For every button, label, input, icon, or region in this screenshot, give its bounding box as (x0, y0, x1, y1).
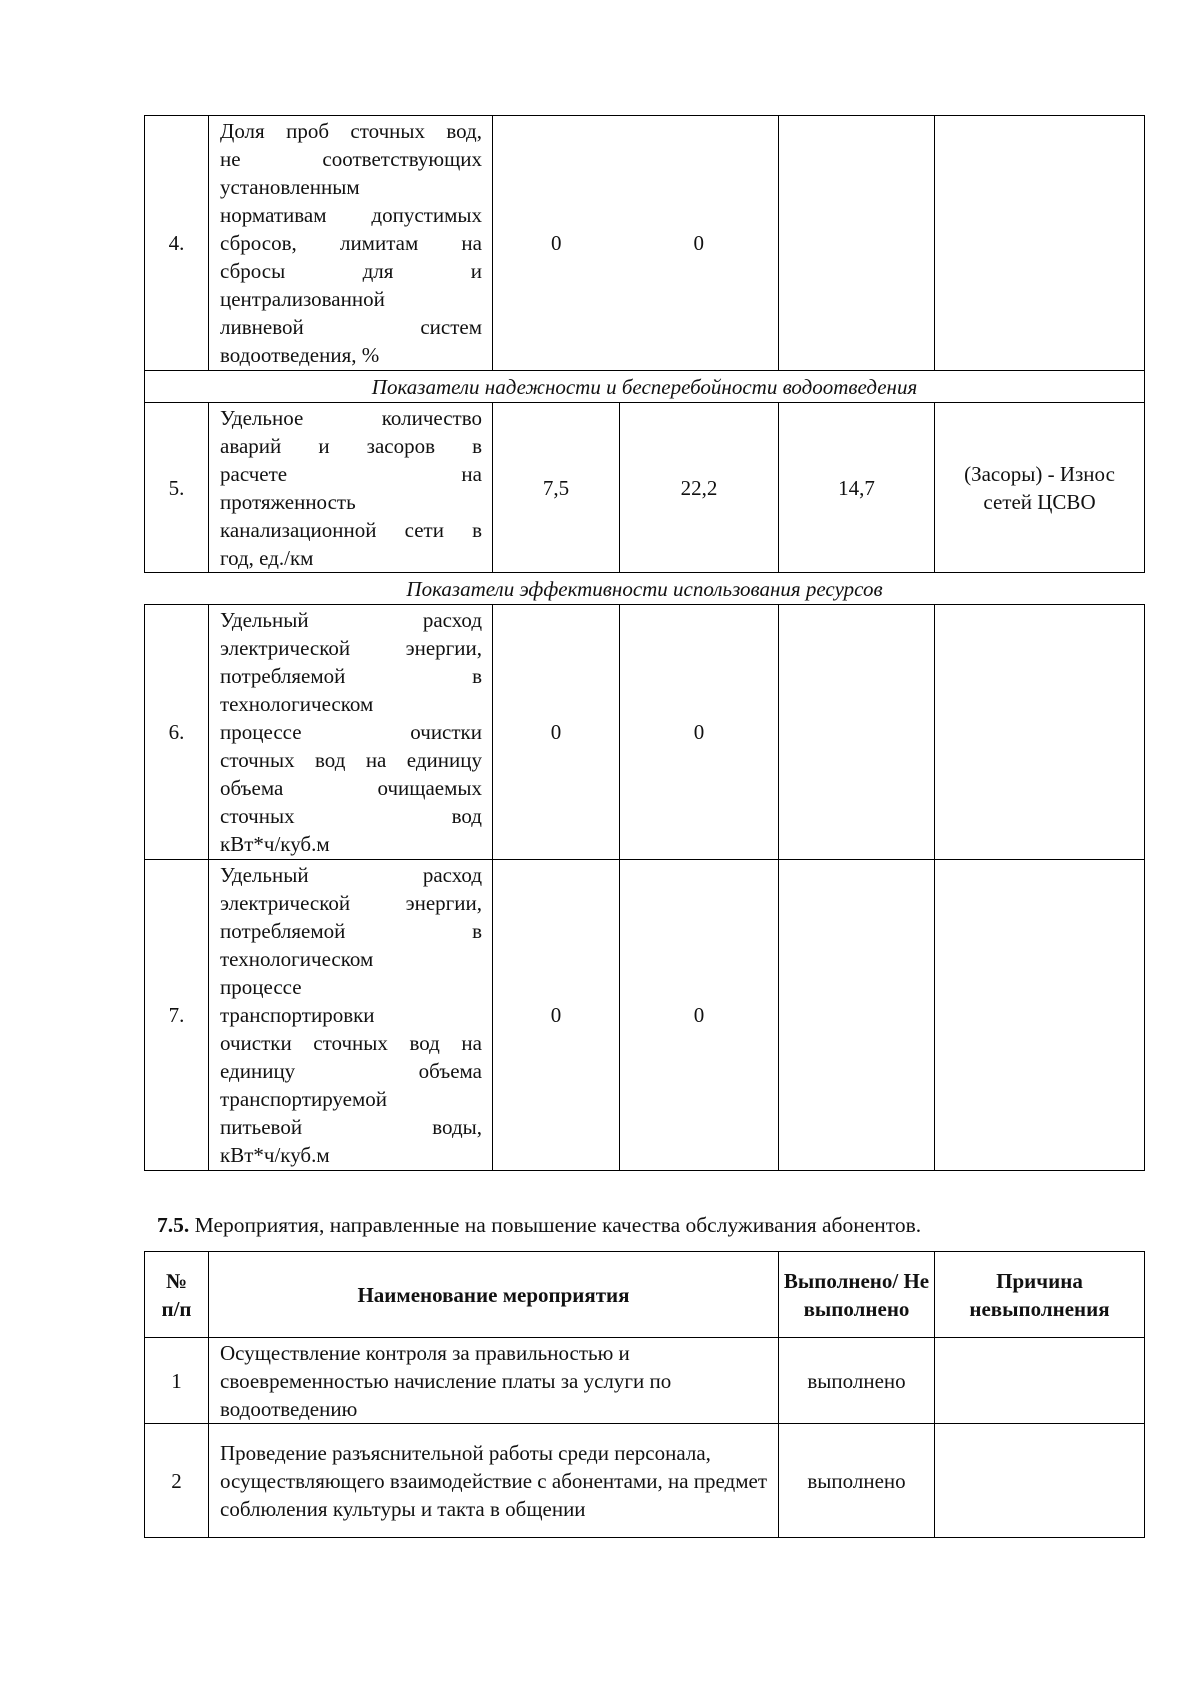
header-name: Наименование мероприятия (209, 1252, 779, 1338)
row-number: 6. (145, 605, 209, 860)
name-line: единицу объема (220, 1059, 482, 1083)
name-line: сбросы для и (220, 259, 482, 283)
indicator-name (209, 403, 493, 573)
value-deviation: 14,7 (779, 403, 935, 573)
value-fact: 22,2 (620, 403, 779, 573)
section-heading (157, 1213, 921, 1238)
name-line: электрической энергии, (220, 636, 482, 660)
row-number: 5. (145, 403, 209, 573)
name-line: год, ед./км (220, 545, 314, 570)
name-line: сточных вод (220, 804, 482, 828)
name-line: расчете на (220, 461, 482, 486)
reason-cell (935, 605, 1145, 860)
section-title: Показатели надежности и бесперебойности водоотведения (145, 371, 1145, 403)
name-line: сбросов, лимитам на (220, 231, 482, 255)
header-reason: Причина невыполнения (935, 1252, 1145, 1338)
name-line: протяженность (220, 489, 356, 514)
name-line: кВт*ч/куб.м (220, 832, 330, 856)
name-line: канализационной сети в (220, 517, 482, 542)
section-title: Показатели эффективности использования ресурсов (145, 573, 1145, 605)
name-line: аварий и засоров в (220, 433, 482, 458)
table-header-row (145, 1252, 1145, 1338)
name-line: ливневой систем (220, 315, 482, 339)
row-number: 1 (145, 1338, 209, 1424)
measure-name: Осуществление контроля за правильностью и своевременностью начисление платы за услуги по водоотведению (209, 1338, 779, 1424)
table-row (145, 403, 1145, 573)
name-line: централизованной (220, 287, 385, 311)
status-cell: выполнено (779, 1338, 935, 1424)
reason-cell (935, 860, 1145, 1171)
value-fact: 0 (620, 860, 779, 1171)
value-plan: 0 (493, 860, 620, 1171)
name-line: Доля проб сточных вод, (220, 119, 482, 143)
indicator-name (209, 860, 493, 1171)
value-plan: 0 (493, 116, 620, 371)
value-deviation (779, 116, 935, 371)
section-title: Мероприятия, направленные на повышение качества обслуживания абонентов. (194, 1213, 922, 1237)
value-plan: 7,5 (493, 403, 620, 573)
reason-cell: (Засоры) - Износ сетей ЦСВО (935, 403, 1145, 573)
name-line: водоотведения, % (220, 343, 380, 367)
name-line: электрической энергии, (220, 891, 482, 915)
name-line: установленным (220, 175, 360, 199)
name-line: очистки сточных вод на (220, 1031, 482, 1055)
name-line: нормативам допустимых (220, 203, 482, 227)
header-done: Выполнено/ Не выполнено (779, 1252, 935, 1338)
section-number: 7.5. (157, 1213, 190, 1237)
name-line: процессе очистки (220, 720, 482, 744)
section-row (145, 573, 1145, 605)
name-line: питьевой воды, (220, 1115, 482, 1139)
value-deviation (779, 605, 935, 860)
value-plan: 0 (493, 605, 620, 860)
reason-cell (935, 116, 1145, 371)
name-line: технологическом (220, 692, 374, 716)
name-line: Удельный расход (220, 863, 482, 887)
value-deviation (779, 860, 935, 1171)
name-line: процессе (220, 975, 302, 999)
header-num: № п/п (145, 1252, 209, 1338)
name-line: объема очищаемых (220, 776, 482, 800)
name-line: Удельное количество (220, 405, 482, 430)
name-line: технологическом (220, 947, 374, 971)
reason-cell (935, 1338, 1145, 1424)
table-row (145, 1338, 1145, 1424)
row-number: 2 (145, 1424, 209, 1538)
name-line: транспортировки (220, 1003, 375, 1027)
table-row (145, 1424, 1145, 1538)
table-row (145, 605, 1145, 860)
name-line: кВт*ч/куб.м (220, 1143, 330, 1167)
value-fact: 0 (620, 116, 779, 371)
table-row (145, 116, 1145, 371)
name-line: транспортируемой (220, 1087, 387, 1111)
status-cell: выполнено (779, 1424, 935, 1538)
name-line: не соответствующих (220, 147, 482, 171)
measure-name: Проведение разъяснительной работы среди персонала, осуществляющего взаимодействие с абонентами, на предмет соблюления культуры и такта в общении (209, 1424, 779, 1538)
row-number: 4. (145, 116, 209, 371)
name-line: потребляемой в (220, 919, 482, 943)
value-fact: 0 (620, 605, 779, 860)
measures-table (144, 1251, 1145, 1538)
table-row (145, 860, 1145, 1171)
section-row (145, 371, 1145, 403)
indicator-name (209, 116, 493, 371)
indicators-table (144, 115, 1145, 1171)
name-line: Удельный расход (220, 608, 482, 632)
reason-cell (935, 1424, 1145, 1538)
name-line: потребляемой в (220, 664, 482, 688)
row-number: 7. (145, 860, 209, 1171)
name-line: сточных вод на единицу (220, 748, 482, 772)
indicator-name (209, 605, 493, 860)
